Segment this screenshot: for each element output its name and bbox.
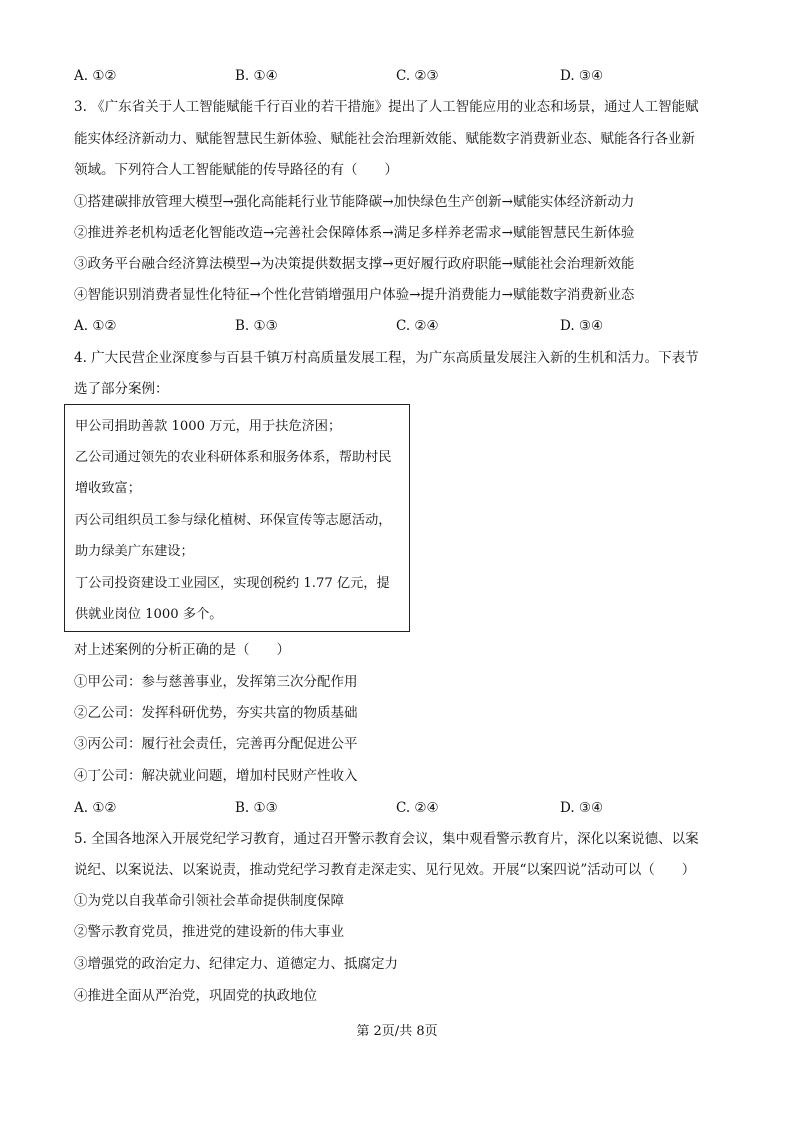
- q4-option-a: A. ①②: [74, 800, 117, 816]
- q3-stem-line: 领域。下列符合人工智能赋能的传导路径的有（ ）: [74, 162, 398, 178]
- q3-option-c: C. ②④: [396, 318, 439, 334]
- q3-stem-line: 3. 《广东省关于人工智能赋能千行百业的若干措施》提出了人工智能应用的业态和场景，通过人工智能赋: [74, 99, 699, 115]
- q2-option-a: A. ①②: [74, 68, 117, 84]
- page-footer: 第 2页/共 8页: [356, 1024, 438, 1039]
- q5-item-4: ④推进全面从严治党，巩固党的执政地位: [74, 988, 317, 1004]
- q3-item-4: ④智能识别消费者显性化特征→个性化营销增强用户体验→提升消费能力→赋能数字消费新业态: [74, 287, 635, 303]
- q2-option-b: B. ①④: [235, 68, 278, 84]
- q4-stem-line: 4. 广大民营企业深度参与百县千镇万村高质量发展工程，为广东高质量发展注入新的生机和活力。下表节: [74, 350, 699, 366]
- q3-stem-line: 能实体经济新动力、赋能智慧民生新体验、赋能社会治理新效能、赋能数字消费新业态、赋能各行各业新: [74, 131, 695, 147]
- q4-item-3: ③丙公司：履行社会责任，完善再分配促进公平: [74, 736, 358, 752]
- q5-item-2: ②警示教育党员，推进党的建设新的伟大事业: [74, 924, 344, 940]
- case-line: 丁公司投资建设工业园区，实现创税约 1.77 亿元，提: [75, 576, 390, 591]
- case-line: 乙公司通过领先的农业科研体系和服务体系，帮助村民: [75, 450, 392, 465]
- q3-option-a: A. ①②: [74, 318, 117, 334]
- q2-option-c: C. ②③: [396, 68, 439, 84]
- q4-stem-line: 选了部分案例：: [74, 381, 169, 397]
- q3-options: [74, 317, 734, 335]
- q5-item-3: ③增强党的政治定力、纪律定力、道德定力、抵腐定力: [74, 956, 398, 972]
- case-line: 甲公司捐助善款 1000 万元，用于扶危济困；: [75, 419, 342, 434]
- q5-stem-line: 5. 全国各地深入开展党纪学习教育，通过召开警示教育会议，集中观看警示教育片，深化以案说德、以案: [74, 831, 699, 847]
- case-line: 助力绿美广东建设；: [75, 544, 194, 559]
- case-line: 丙公司组织员工参与绿化植树、环保宣传等志愿活动，: [75, 513, 392, 528]
- q4-item-1: ①甲公司：参与慈善事业，发挥第三次分配作用: [74, 674, 358, 690]
- q4-option-b: B. ①③: [235, 800, 278, 816]
- case-table-box: [64, 404, 410, 632]
- q4-question: 对上述案例的分析正确的是（ ）: [74, 642, 290, 658]
- q3-item-2: ②推进养老机构适老化智能改造→完善社会保障体系→满足多样养老需求→赋能智慧民生新体验: [74, 225, 635, 241]
- q3-item-1: ①搭建碳排放管理大模型→强化高能耗行业节能降碳→加快绿色生产创新→赋能实体经济新动力: [74, 194, 635, 210]
- q2-option-d: D. ③④: [560, 68, 604, 84]
- case-line: 供就业岗位 1000 多个。: [75, 607, 223, 622]
- case-line: 增收致富；: [75, 481, 141, 496]
- q2-options: [74, 67, 734, 85]
- q3-item-3: ③政务平台融合经济算法模型→为决策提供数据支撑→更好履行政府职能→赋能社会治理新效能: [74, 256, 635, 272]
- q4-item-4: ④丁公司：解决就业问题，增加村民财产性收入: [74, 768, 358, 784]
- q4-item-2: ②乙公司：发挥科研优势，夯实共富的物质基础: [74, 705, 358, 721]
- q3-option-d: D. ③④: [560, 318, 604, 334]
- q4-option-c: C. ②④: [396, 800, 439, 816]
- q5-stem-line: 说纪、以案说法、以案说责，推动党纪学习教育走深走实、见行见效。开展“以案四说”活动可以（ ）: [74, 862, 696, 878]
- q5-item-1: ①为党以自我革命引领社会革命提供制度保障: [74, 893, 344, 909]
- q4-options: [74, 799, 734, 817]
- q4-option-d: D. ③④: [560, 800, 604, 816]
- q3-option-b: B. ①③: [235, 318, 278, 334]
